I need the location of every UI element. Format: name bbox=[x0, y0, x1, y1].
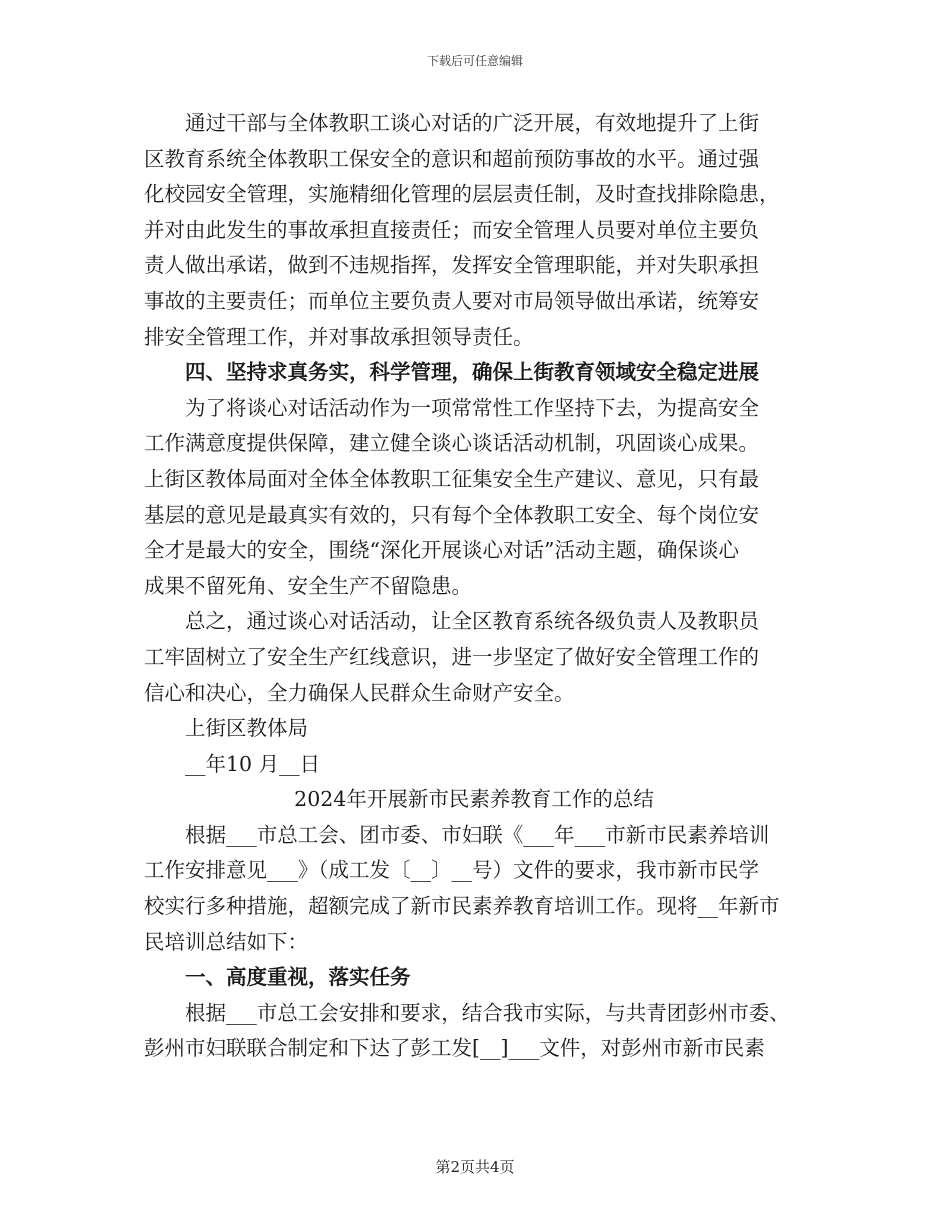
paragraph-line: 彭州市妇联联合制定和下达了彭工发[__]___文件，对彭州市新市民素 bbox=[144, 1036, 765, 1061]
paragraph-line: 总之，通过谈心对话活动，让全区教育系统各级负责人及教职员 bbox=[185, 609, 759, 634]
paragraph-line: 民培训总结如下： bbox=[144, 929, 308, 954]
paragraph-line: 通过干部与全体教职工谈心对话的广泛开展，有效地提升了上街 bbox=[185, 111, 759, 135]
document-title: 2024年开展新市民素养教育工作的总结 bbox=[294, 787, 654, 812]
paragraph-line: 根据___市总工会、团市委、市妇联《___年___市新市民素养培训 bbox=[185, 822, 770, 847]
paragraph-line: 化校园安全管理，实施精细化管理的层层责任制，及时查找排除隐患， bbox=[144, 182, 780, 207]
paragraph-line: 根据___市总工会安排和要求，结合我市实际，与共青团彭州市委、 bbox=[185, 1000, 790, 1025]
signature-date: __年10 月__日 bbox=[185, 751, 321, 776]
paragraph-line: 校实行多种措施，超额完成了新市民素养教育培训工作。现将__年新市 bbox=[144, 894, 780, 919]
paragraph-line: 成果不留死角、安全生产不留隐患。 bbox=[144, 573, 472, 598]
section-heading: 一、高度重视，落实任务 bbox=[185, 965, 411, 990]
paragraph-line: 工作满意度提供保障，建立健全谈心谈话活动机制，巩固谈心成果。 bbox=[144, 431, 759, 456]
signature-org: 上街区教体局 bbox=[185, 716, 308, 741]
paragraph-line: 上街区教体局面对全体全体教职工征集安全生产建议、意见，只有最 bbox=[144, 466, 759, 491]
page-header: 下载后可任意编辑 bbox=[426, 54, 523, 68]
page-footer: 第2页共4页 bbox=[435, 1158, 515, 1176]
section-heading: 四、坚持求真务实，科学管理，确保上街教育领域安全稳定进展 bbox=[185, 360, 759, 385]
document-body bbox=[144, 106, 804, 1067]
paragraph-line: 工作安排意见___》（成工发〔__〕__号）文件的要求，我市新市民学 bbox=[144, 858, 759, 883]
paragraph-line: 并对由此发生的事故承担直接责任；而安全管理人员要对单位主要负 bbox=[144, 217, 759, 242]
paragraph-line: 基层的意见是最真实有效的，只有每个全体教职工安全、每个岗位安 bbox=[144, 502, 759, 527]
paragraph-line: 责人做出承诺，做到不违规指挥，发挥安全管理职能，并对失职承担 bbox=[144, 253, 759, 278]
paragraph-line: 信心和决心，全力确保人民群众生命财产安全。 bbox=[144, 680, 575, 705]
paragraph-line: 为了将谈心对话活动作为一项常常性工作坚持下去，为提高安全 bbox=[185, 395, 759, 420]
paragraph-line: 排安全管理工作，并对事故承担领导责任。 bbox=[144, 324, 534, 349]
paragraph-line: 事故的主要责任；而单位主要负责人要对市局领导做出承诺，统筹安 bbox=[144, 288, 759, 313]
paragraph-line: 区教育系统全体教职工保安全的意识和超前预防事故的水平。通过强 bbox=[144, 146, 759, 171]
paragraph-line: 工牢固树立了安全生产红线意识，进一步坚定了做好安全管理工作的 bbox=[144, 644, 759, 669]
paragraph-line: 全才是最大的安全，围绕“深化开展谈心对话”活动主题，确保谈心 bbox=[144, 538, 739, 563]
